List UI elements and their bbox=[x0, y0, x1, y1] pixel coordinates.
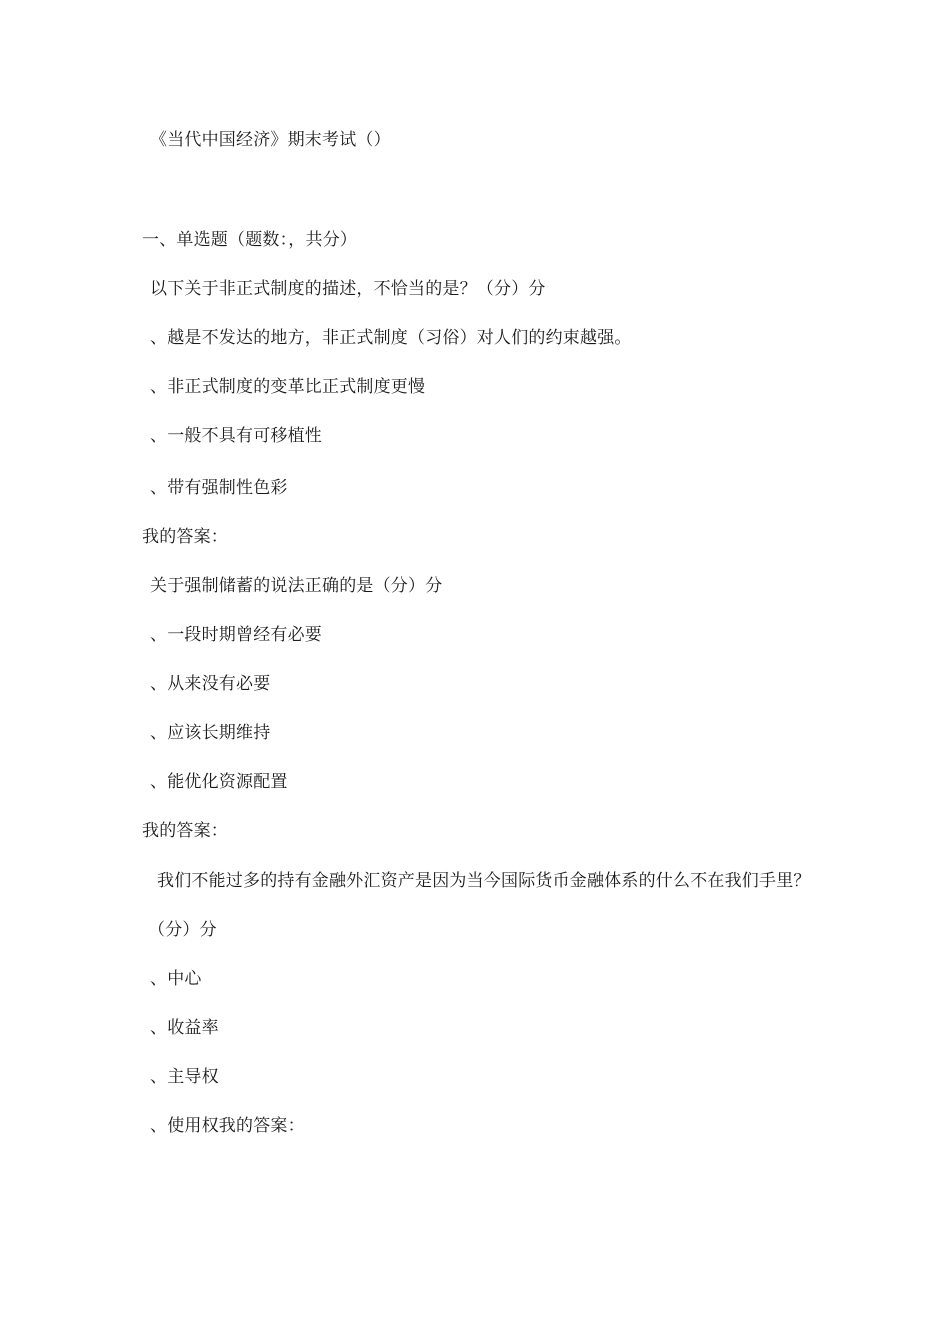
question-2-answer-label: 我的答案： bbox=[142, 821, 228, 841]
question-1-option-b: 、非正式制度的变革比正式制度更慢 bbox=[150, 377, 426, 397]
question-1-option-c: 、一般不具有可移植性 bbox=[150, 426, 322, 446]
question-1-option-a: 、越是不发达的地方，非正式制度（习俗）对人们的约束越强。 bbox=[150, 328, 632, 348]
question-2-option-a: 、一段时期曾经有必要 bbox=[150, 625, 322, 645]
section-heading: 一、单选题（题数：，共分） bbox=[142, 230, 358, 250]
document-title: 《当代中国经济》期末考试（） bbox=[150, 130, 391, 150]
question-3-prompt: 我们不能过多的持有金融外汇资产是因为当今国际货币金融体系的什么不在我们手里？ bbox=[157, 871, 811, 891]
question-3-option-c: 、主导权 bbox=[150, 1067, 219, 1087]
question-3-option-b: 、收益率 bbox=[150, 1018, 219, 1038]
question-2-option-b: 、从来没有必要 bbox=[150, 674, 271, 694]
question-1-option-d: 、带有强制性色彩 bbox=[150, 478, 288, 498]
question-2-option-c: 、应该长期维持 bbox=[150, 723, 271, 743]
question-3-prompt-continued: （分）分 bbox=[148, 920, 217, 940]
question-1-answer-label: 我的答案： bbox=[142, 527, 228, 547]
question-2-option-d: 、能优化资源配置 bbox=[150, 772, 288, 792]
question-1-prompt: 以下关于非正式制度的描述，不恰当的是？（分）分 bbox=[150, 279, 546, 299]
question-3-option-a: 、中心 bbox=[150, 969, 202, 989]
question-3-option-d: 、使用权我的答案： bbox=[150, 1116, 305, 1136]
question-2-prompt: 关于强制储蓄的说法正确的是（分）分 bbox=[150, 576, 443, 596]
